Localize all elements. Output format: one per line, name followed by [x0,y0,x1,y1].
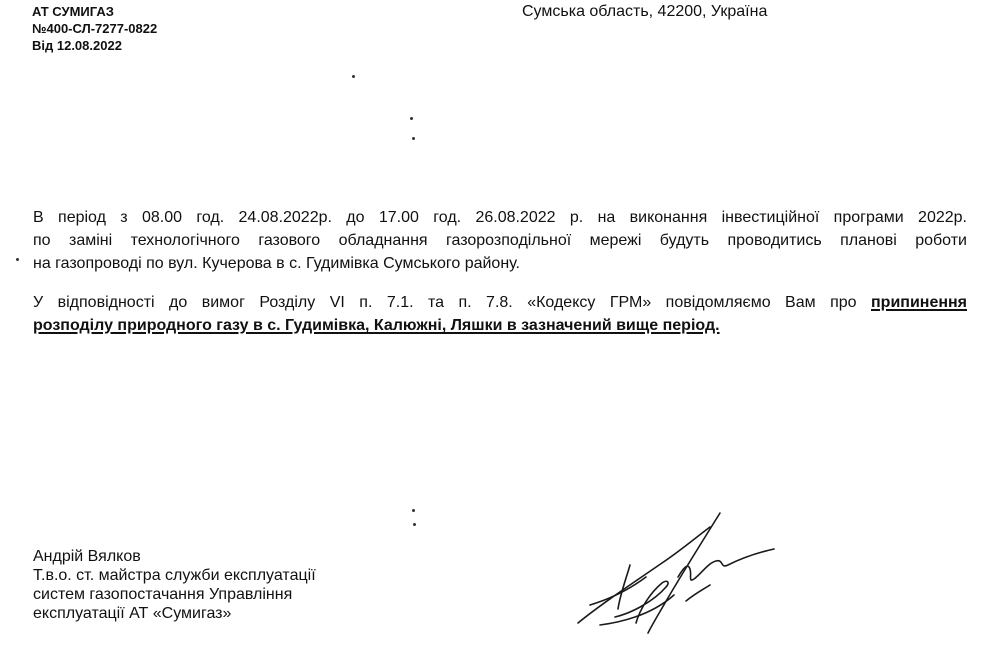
scan-speck [412,509,415,512]
paragraph1-line3: на газопроводі по вул. Кучерова в с. Гудимівка Сумського району. [33,255,520,272]
paragraph-work-notice [33,206,967,275]
scan-speck [410,117,413,120]
address: Сумська область, 42200, Україна [522,3,768,20]
scan-speck [413,523,416,526]
paragraph2-line2 [33,314,967,337]
scan-speck [412,137,415,140]
paragraph2-line1 [33,291,967,314]
document-date: Від 12.08.2022 [32,38,122,53]
scan-speck [16,258,19,261]
paragraph-gas-stop-notice [33,291,967,337]
document-number: №400-СЛ-7277-0822 [32,21,158,36]
signer-title-line3: експлуатації АТ «Сумигаз» [33,605,232,622]
paragraph2-line1-bold: припинення [871,294,967,311]
paragraph1-line2: по заміні технологічного газового обладнання газорозподільної мережі будуть проводитись планові роботи [33,232,967,249]
signer-title-line2: систем газопостачання Управління [33,586,293,603]
signer-block [33,547,316,623]
scan-speck [352,75,355,78]
organization-name: АТ СУМИГАЗ [32,4,114,19]
handwritten-signature [570,505,800,645]
signer-name: Андрій Вялков [33,548,141,565]
paragraph2-line2-bold: розподілу природного газу в с. Гудимівка, Калюжні, Ляшки в зазначений вище період. [33,317,720,334]
organization-block [32,3,157,54]
paragraph1-line1: В період з 08.00 год. 24.08.2022р. до 17.00 год. 26.08.2022 р. на виконання інвестиційної програми 2022р. [33,209,967,226]
signer-title-line1: Т.в.о. ст. майстра служби експлуатації [33,567,316,584]
paragraph2-line1-plain: У відповідності до вимог Розділу VI п. 7.1. та п. 7.8. «Кодексу ГРМ» повідомляємо Вам про [33,294,871,311]
